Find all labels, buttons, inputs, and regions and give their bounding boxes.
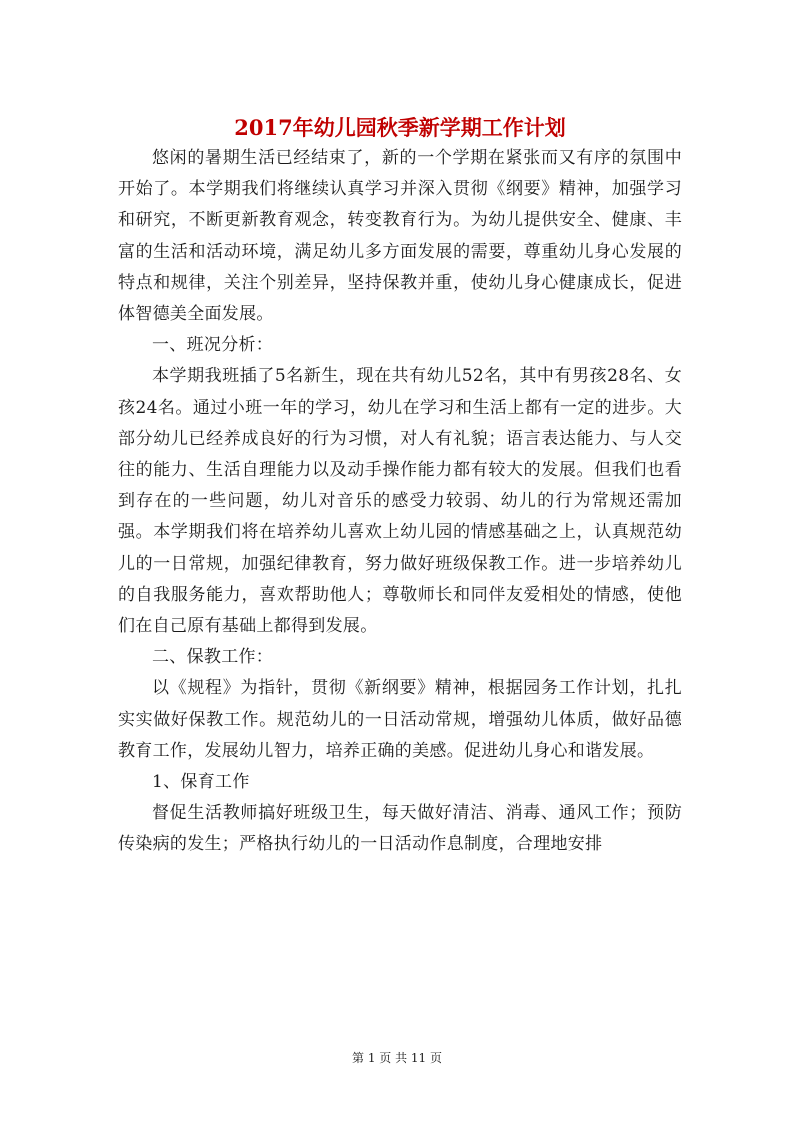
care-education-paragraph: 以《规程》为指针，贯彻《新纲要》精神，根据园务工作计划，扎扎实实做好保教工作。规范幼儿的一日活动常规，增强幼儿体质，做好品德教育工作，发展幼儿智力，培养正确的美感。促进幼儿身心和谐发展。: [118, 678, 682, 761]
class-analysis-paragraph: 本学期我班插了5名新生，现在共有幼儿52名，其中有男孩28名、女孩24名。通过小班一年的学习，幼儿在学习和生活上都有一定的进步。大部分幼儿已经养成良好的行为习惯，对人有礼貌；语言表达能力、与人交往的能力、生活自理能力以及动手操作能力都有较大的发展。但我们也看到存在的一些问题，幼儿对音乐的感受力较弱、幼儿的行为常规还需加强。本学期我们将在培养幼儿喜欢上幼儿园的情感基础之上，认真规范幼儿的一日常规，加强纪律教育，努力做好班级保教工作。进一步培养幼儿的自我服务能力，喜欢帮助他人；尊敬师长和同伴友爱相处的情感，使他们在自己原有基础上都得到发展。: [118, 366, 682, 637]
document-body: [118, 113, 682, 861]
care-work-paragraph: 督促生活教师搞好班级卫生，每天做好清洁、消毒、通风工作；预防传染病的发生；严格执行幼儿的一日活动作息制度，合理地安排: [118, 803, 682, 855]
subsection-heading-care-work: 1、保育工作: [152, 772, 250, 793]
page-footer: 第 1 页 共 11 页: [352, 1051, 442, 1065]
section-heading-class-analysis: 一、班况分析：: [152, 335, 274, 356]
intro-paragraph: 悠闲的暑期生活已经结束了，新的一个学期在紧张而又有序的氛围中开始了。本学期我们将继续认真学习并深入贯彻《纲要》精神，加强学习和研究，不断更新教育观念，转变教育行为。为幼儿提供安全、健康、丰富的生活和活动环境，满足幼儿多方面发展的需要，尊重幼儿身心发展的特点和规律，关注个别差异，坚持保教并重，使幼儿身心健康成长，促进体智德美全面发展。: [118, 148, 682, 325]
section-heading-care-education: 二、保教工作：: [152, 647, 274, 668]
document-title: 2017年幼儿园秋季新学期工作计划: [234, 115, 566, 140]
